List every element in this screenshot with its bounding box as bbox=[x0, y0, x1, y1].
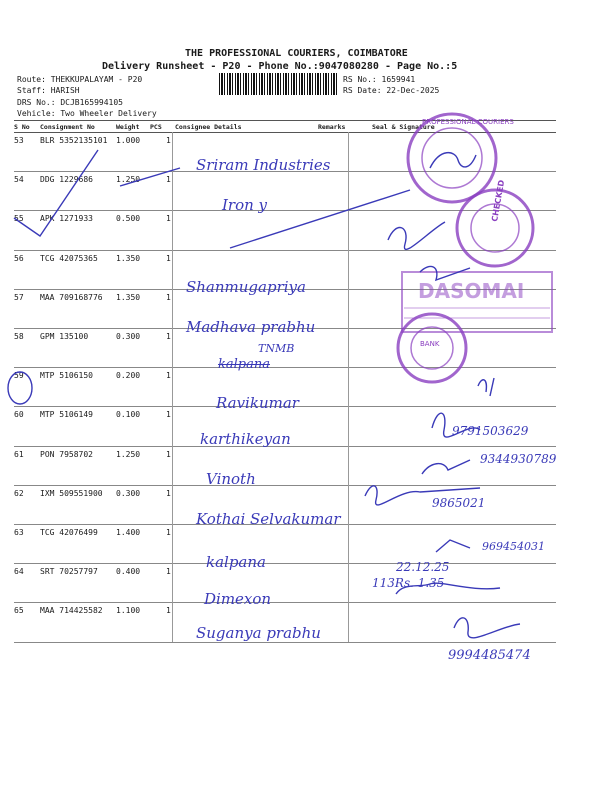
row-consignment-no: PON 7958702 bbox=[40, 449, 93, 459]
row-weight: 0.200 bbox=[116, 371, 141, 381]
row-weight: 0.400 bbox=[116, 567, 141, 577]
row-consignment-no: IXM 509551900 bbox=[40, 488, 103, 498]
rs-date: RS Date: 22-Dec-2025 bbox=[343, 86, 440, 95]
col-seal: Seal & Signature bbox=[372, 123, 435, 131]
row-pcs: 1 bbox=[166, 253, 171, 263]
stamp-text: BANK bbox=[420, 340, 440, 348]
row-weight: 1.250 bbox=[116, 449, 141, 459]
row-sno: 56 bbox=[14, 253, 24, 263]
handwritten-phone: 969454031 bbox=[482, 540, 545, 553]
handwritten-consignee: kalpana bbox=[206, 553, 266, 571]
row-sno: 53 bbox=[14, 136, 24, 145]
row-consignment-no: MTP 5106150 bbox=[40, 371, 93, 381]
row-weight: 0.100 bbox=[116, 410, 141, 420]
row-weight: 1.350 bbox=[116, 292, 141, 302]
row-consignment-no: MAA 709168776 bbox=[40, 292, 103, 302]
handwritten-consignee: Vinoth bbox=[206, 470, 256, 488]
row-sno: 64 bbox=[14, 567, 24, 577]
signature-scribbles bbox=[8, 150, 520, 638]
handwritten-consignee: Shanmugapriya bbox=[186, 278, 306, 296]
row-sno: 54 bbox=[14, 175, 24, 185]
row-pcs: 1 bbox=[166, 606, 171, 616]
row-sno: 60 bbox=[14, 410, 24, 420]
handwritten-phone: 9344930789 bbox=[480, 452, 557, 466]
stamp-text: CHECKED bbox=[490, 179, 507, 223]
col-remarks: Remarks bbox=[318, 123, 346, 131]
row-pcs: 1 bbox=[166, 528, 171, 537]
row-weight: 1.100 bbox=[116, 606, 141, 616]
row-weight: 1.400 bbox=[116, 528, 141, 537]
row-weight: 1.250 bbox=[116, 175, 141, 185]
row-pcs: 1 bbox=[166, 410, 171, 420]
stamp-text: PROFESSIONAL COURIERS bbox=[422, 118, 514, 126]
row-consignment-no: DDG 1229686 bbox=[40, 175, 93, 185]
row-weight: 1.350 bbox=[116, 253, 141, 263]
row-consignment-no: SRT 70257797 bbox=[40, 567, 98, 577]
col-consignment: Consignment No bbox=[40, 123, 95, 131]
rs-number: RS No.: 1659941 bbox=[343, 75, 416, 84]
row-sno: 61 bbox=[14, 449, 24, 459]
col-pcs: PCS bbox=[150, 123, 162, 131]
row-sno: 59 bbox=[14, 371, 24, 381]
row-consignment-no: APK 1271933 bbox=[40, 214, 93, 224]
row-pcs: 1 bbox=[166, 488, 171, 498]
row-weight: 0.500 bbox=[116, 214, 141, 224]
row-consignment-no: GPM 135100 bbox=[40, 332, 89, 341]
handwritten-phone: 9791503629 bbox=[452, 424, 529, 438]
row-sno: 63 bbox=[14, 528, 24, 537]
row-sno: 57 bbox=[14, 292, 24, 302]
round-stamp bbox=[408, 114, 496, 202]
row-pcs: 1 bbox=[166, 449, 171, 459]
handwritten-consignee: Dimexon bbox=[204, 590, 272, 608]
row-pcs: 1 bbox=[166, 136, 171, 145]
handwritten-phone: 9865021 bbox=[432, 496, 486, 510]
col-consignee: Consignee Details bbox=[175, 123, 242, 131]
row-sno: 62 bbox=[14, 488, 24, 498]
row-weight: 0.300 bbox=[116, 488, 141, 498]
row-sno: 55 bbox=[14, 214, 24, 224]
round-stamp bbox=[398, 314, 466, 382]
row-consignment-no: TCG 42075365 bbox=[40, 253, 98, 263]
row-consignment-no: TCG 42076499 bbox=[40, 528, 98, 537]
handwritten-note: 113Rs. 1.35 bbox=[372, 576, 445, 590]
row-consignment-no: MTP 5106149 bbox=[40, 410, 93, 420]
company-title: THE PROFESSIONAL COURIERS, COIMBATORE bbox=[185, 48, 408, 59]
row-sno: 58 bbox=[14, 332, 24, 341]
row-pcs: 1 bbox=[166, 292, 171, 302]
col-weight: Weight bbox=[116, 123, 140, 131]
row-pcs: 1 bbox=[166, 332, 171, 341]
row-pcs: 1 bbox=[166, 214, 171, 224]
staff-label: Staff: HARISH bbox=[17, 86, 80, 95]
handwritten-consignee: karthikeyan bbox=[200, 430, 291, 448]
handwritten-phone: 9994485474 bbox=[448, 648, 531, 663]
handwritten-consignee: Iron y bbox=[222, 196, 268, 214]
row-consignment-no: MAA 714425582 bbox=[40, 606, 103, 616]
col-sno: S No bbox=[14, 123, 30, 131]
handwritten-consignee: Ravikumar bbox=[216, 394, 299, 412]
row-sno: 65 bbox=[14, 606, 24, 616]
runsheet-subtitle: Delivery Runsheet - P20 - Phone No.:9047080280 - Page No.:5 bbox=[102, 61, 458, 72]
handwritten-note: 22.12.25 bbox=[396, 560, 450, 574]
vehicle-label: Vehicle: Two Wheeler Delivery bbox=[17, 109, 157, 118]
row-weight: 1.000 bbox=[116, 136, 141, 145]
row-weight: 0.300 bbox=[116, 332, 141, 341]
row-pcs: 1 bbox=[166, 567, 171, 577]
row-pcs: 1 bbox=[166, 371, 171, 381]
handwritten-consignee: Suganya prabhu bbox=[196, 624, 321, 642]
row-pcs: 1 bbox=[166, 175, 171, 185]
drs-label: DRS No.: DCJB165994105 bbox=[17, 98, 123, 107]
handwritten-consignee: Sriram Industries bbox=[196, 156, 331, 174]
handwritten-consignee: Madhava prabhu bbox=[186, 318, 316, 336]
handwritten-consignee: Kothai Selvakumar bbox=[196, 510, 341, 528]
route-label: Route: THEKKUPALAYAM - P20 bbox=[17, 75, 143, 84]
row-consignment-no: BLR 5352135101 bbox=[40, 136, 108, 145]
stamp-text: DASOMAI bbox=[418, 279, 525, 303]
handwritten-consignee: kalpana bbox=[218, 357, 270, 372]
handwritten-note: TNMB bbox=[258, 342, 295, 355]
